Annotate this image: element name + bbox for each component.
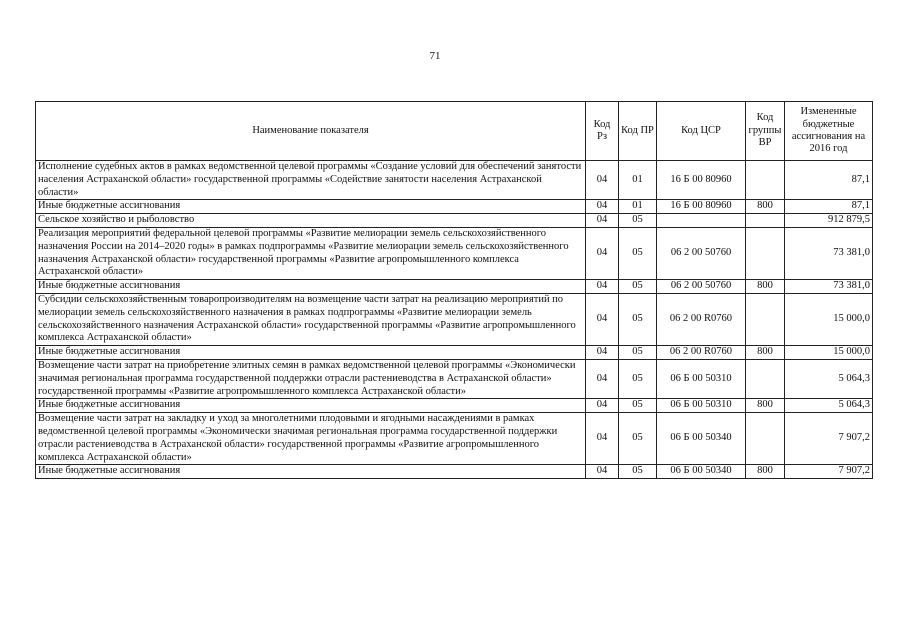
header-amount: Измененные бюджетные ассигнования на 2016 год	[785, 102, 873, 161]
cell-amount: 15 000,0	[785, 346, 873, 360]
cell-pr: 05	[619, 227, 657, 279]
cell-pr: 01	[619, 161, 657, 200]
cell-rz: 04	[586, 161, 619, 200]
cell-csr: 16 Б 00 80960	[657, 200, 746, 214]
cell-rz: 04	[586, 399, 619, 413]
table-row	[36, 399, 873, 413]
cell-rz: 04	[586, 280, 619, 294]
header-name: Наименование показателя	[36, 102, 586, 161]
header-csr: Код ЦСР	[657, 102, 746, 161]
cell-vr	[746, 359, 785, 398]
cell-rz: 04	[586, 227, 619, 279]
table-row	[36, 413, 873, 465]
cell-amount: 73 381,0	[785, 280, 873, 294]
table-row	[36, 214, 873, 228]
cell-pr: 05	[619, 399, 657, 413]
cell-amount: 87,1	[785, 161, 873, 200]
cell-name: Реализация мероприятий федеральной целевой программы «Развитие мелиорации земель сельскохозяйственного назначения России на 2014–2020 годы» в рамках подпрограммы «Развитие мелиорации земель сельскохозяйственного назначения Астраханской области» государственной программы «Развитие агропромышленного комплекса Астраханской области»	[36, 227, 586, 279]
cell-name: Иные бюджетные ассигнования	[36, 399, 586, 413]
cell-name: Возмещение части затрат на приобретение элитных семян в рамках ведомственной целевой программы «Экономически значимая региональная программа государственной поддержки отрасли растениеводства в Астраханской области» государственной программы «Развитие агропромышленного комплекса Астраханской области»	[36, 359, 586, 398]
cell-csr: 06 2 00 50760	[657, 280, 746, 294]
cell-amount: 7 907,2	[785, 413, 873, 465]
cell-vr: 800	[746, 465, 785, 479]
cell-rz: 04	[586, 465, 619, 479]
cell-amount: 5 064,3	[785, 359, 873, 398]
cell-pr: 05	[619, 346, 657, 360]
budget-table	[35, 101, 873, 479]
table-row	[36, 346, 873, 360]
cell-name: Сельское хозяйство и рыболовство	[36, 214, 586, 228]
table-row	[36, 227, 873, 279]
cell-csr: 06 Б 00 50310	[657, 399, 746, 413]
cell-amount: 7 907,2	[785, 465, 873, 479]
cell-pr: 05	[619, 214, 657, 228]
cell-name: Иные бюджетные ассигнования	[36, 346, 586, 360]
cell-amount: 15 000,0	[785, 293, 873, 345]
cell-csr: 06 2 00 R0760	[657, 293, 746, 345]
cell-vr	[746, 214, 785, 228]
cell-csr	[657, 214, 746, 228]
cell-vr: 800	[746, 200, 785, 214]
header-rz: Код Рз	[586, 102, 619, 161]
table-row	[36, 465, 873, 479]
cell-vr	[746, 227, 785, 279]
cell-amount: 5 064,3	[785, 399, 873, 413]
cell-pr: 01	[619, 200, 657, 214]
cell-rz: 04	[586, 359, 619, 398]
cell-pr: 05	[619, 465, 657, 479]
cell-vr	[746, 293, 785, 345]
table-row	[36, 280, 873, 294]
header-pr: Код ПР	[619, 102, 657, 161]
cell-amount: 912 879,5	[785, 214, 873, 228]
cell-name: Возмещение части затрат на закладку и уход за многолетними плодовыми и ягодными насаждениями в рамках ведомственной целевой программы «Экономически значимая региональная программа государственной поддержки отрасли растениеводства в Астраханской области» государственной программы «Развитие агропромышленного комплекса Астраханской области»	[36, 413, 586, 465]
cell-vr	[746, 161, 785, 200]
cell-csr: 06 Б 00 50340	[657, 465, 746, 479]
cell-rz: 04	[586, 214, 619, 228]
cell-amount: 73 381,0	[785, 227, 873, 279]
cell-amount: 87,1	[785, 200, 873, 214]
page-number: 71	[429, 50, 441, 62]
table-header-row	[36, 102, 873, 161]
cell-pr: 05	[619, 413, 657, 465]
cell-rz: 04	[586, 293, 619, 345]
cell-csr: 16 Б 00 80960	[657, 161, 746, 200]
header-vr: Код группы ВР	[746, 102, 785, 161]
cell-pr: 05	[619, 280, 657, 294]
cell-rz: 04	[586, 200, 619, 214]
cell-name: Иные бюджетные ассигнования	[36, 465, 586, 479]
cell-pr: 05	[619, 359, 657, 398]
cell-csr: 06 2 00 50760	[657, 227, 746, 279]
cell-csr: 06 Б 00 50340	[657, 413, 746, 465]
table-row	[36, 200, 873, 214]
cell-csr: 06 Б 00 50310	[657, 359, 746, 398]
cell-vr: 800	[746, 280, 785, 294]
cell-pr: 05	[619, 293, 657, 345]
table-body	[36, 161, 873, 479]
table-row	[36, 161, 873, 200]
table-row	[36, 359, 873, 398]
cell-rz: 04	[586, 413, 619, 465]
cell-vr	[746, 413, 785, 465]
cell-name: Субсидии сельскохозяйственным товаропроизводителям на возмещение части затрат на реализацию мероприятий по мелиорации земель сельскохозяйственного назначения в рамках подпрограммы «Развитие мелиорации земель сельскохозяйственного назначения Астраханской области» государственной программы «Развитие агропромышленного комплекса Астраханской области»	[36, 293, 586, 345]
cell-name: Иные бюджетные ассигнования	[36, 280, 586, 294]
table-row	[36, 293, 873, 345]
cell-csr: 06 2 00 R0760	[657, 346, 746, 360]
cell-name: Иные бюджетные ассигнования	[36, 200, 586, 214]
cell-rz: 04	[586, 346, 619, 360]
cell-vr: 800	[746, 346, 785, 360]
cell-name: Исполнение судебных актов в рамках ведомственной целевой программы «Создание условий для обеспечений занятости населения Астраханской области» государственной программы «Содействие занятости населения Астраханской области»	[36, 161, 586, 200]
cell-vr: 800	[746, 399, 785, 413]
